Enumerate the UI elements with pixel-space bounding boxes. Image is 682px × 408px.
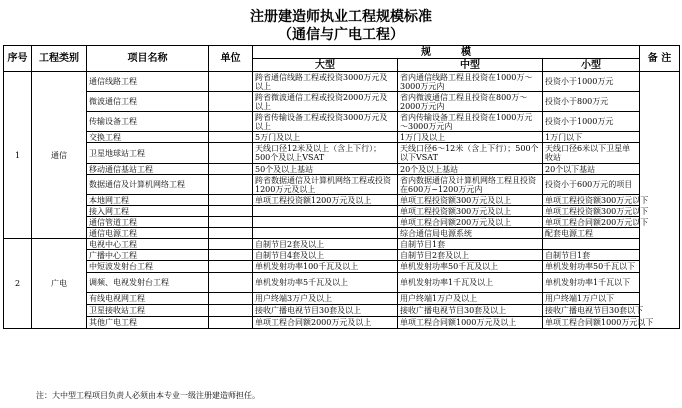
small-scale-cell: 投资小于600万元的项目 — [543, 175, 640, 195]
item-name: 中短波发射台工程 — [87, 261, 209, 273]
small-scale-cell: 用户终端1万户以下 — [543, 293, 640, 305]
unit-cell — [209, 206, 253, 217]
row-seq: 1 — [4, 72, 32, 239]
item-name: 广播中心工程 — [87, 250, 209, 261]
unit-cell — [209, 293, 253, 305]
small-scale-cell: 1万门以下 — [543, 132, 640, 143]
table-row — [4, 250, 680, 261]
unit-cell — [209, 273, 253, 293]
header-small: 小型 — [543, 59, 640, 72]
table-row — [4, 132, 680, 143]
table-row — [4, 112, 680, 132]
unit-cell — [209, 143, 253, 164]
medium-scale-cell: 单项工程合同额1000万元及以上 — [398, 317, 543, 329]
header-large: 大型 — [253, 59, 398, 72]
small-scale-cell: 单项工程合同额1000万元以下 — [543, 317, 640, 329]
item-name: 通信管道工程 — [87, 217, 209, 228]
large-scale-cell: 跨省传输设备工程或投资3000万元及以上 — [253, 112, 398, 132]
medium-scale-cell: 综合通信局电源系统 — [398, 228, 543, 239]
large-scale-cell: 接收广播电视节目30套及以上 — [253, 305, 398, 317]
large-scale-cell: 单项工程投资额1200万元及以上 — [253, 195, 398, 206]
small-scale-cell: 配套电源工程 — [543, 228, 640, 239]
item-name: 交换工程 — [87, 132, 209, 143]
small-scale-cell — [543, 239, 640, 250]
item-name: 本地网工程 — [87, 195, 209, 206]
table-row — [4, 175, 680, 195]
table-row — [4, 239, 680, 250]
small-scale-cell: 单项工程投资额300万元以下 — [543, 206, 640, 217]
medium-scale-cell: 省内通信线路工程且投资在1000万～3000万元内 — [398, 72, 543, 92]
medium-scale-cell: 省内微波通信工程且投资在800万～2000万元内 — [398, 92, 543, 112]
large-scale-cell — [253, 228, 398, 239]
unit-cell — [209, 175, 253, 195]
table-row — [4, 72, 680, 92]
item-name: 通信线路工程 — [87, 72, 209, 92]
item-name: 移动通信基站工程 — [87, 164, 209, 175]
table-row — [4, 92, 680, 112]
item-name: 数据通信及计算机网络工程 — [87, 175, 209, 195]
medium-scale-cell: 单项工程投资额300万元及以上 — [398, 195, 543, 206]
footnote: 注：大中型工程项目负责人必须由本专业一级注册建造师担任。 — [36, 391, 260, 400]
table-row — [4, 273, 680, 293]
table-row — [4, 305, 680, 317]
medium-scale-cell: 1万门及以上 — [398, 132, 543, 143]
unit-cell — [209, 92, 253, 112]
small-scale-cell: 接收广播电视节目30套以下 — [543, 305, 640, 317]
small-scale-cell: 自制节目1套 — [543, 250, 640, 261]
large-scale-cell: 跨省通信线路工程或投资3000万元及以上 — [253, 72, 398, 92]
item-name: 其他广电工程 — [87, 317, 209, 329]
medium-scale-cell: 自制节目1套 — [398, 239, 543, 250]
header-medium: 中型 — [398, 59, 543, 72]
header-unit: 单位 — [209, 46, 253, 72]
table-row — [4, 293, 680, 305]
unit-cell — [209, 250, 253, 261]
unit-cell — [209, 305, 253, 317]
table-row — [4, 317, 680, 329]
item-name: 传输设备工程 — [87, 112, 209, 132]
medium-scale-cell: 用户终端1万户及以上 — [398, 293, 543, 305]
small-scale-cell: 20个以下基站 — [543, 164, 640, 175]
item-name: 接入网工程 — [87, 206, 209, 217]
large-scale-cell: 跨省微波通信工程或投资2000万元及以上 — [253, 92, 398, 112]
item-name: 电视中心工程 — [87, 239, 209, 250]
unit-cell — [209, 317, 253, 329]
table-row — [4, 217, 680, 228]
unit-cell — [209, 132, 253, 143]
row-category: 广电 — [32, 239, 87, 329]
unit-cell — [209, 72, 253, 92]
item-name: 卫星接收站工程 — [87, 305, 209, 317]
unit-cell — [209, 228, 253, 239]
small-scale-cell: 投资小于1000万元 — [543, 72, 640, 92]
table-row — [4, 206, 680, 217]
large-scale-cell — [253, 206, 398, 217]
item-name: 卫星地球站工程 — [87, 143, 209, 164]
unit-cell — [209, 112, 253, 132]
header-remark: 备 注 — [640, 46, 680, 72]
small-scale-cell: 投资小于800万元 — [543, 92, 640, 112]
unit-cell — [209, 217, 253, 228]
large-scale-cell: 单机发射功率100千瓦及以上 — [253, 261, 398, 273]
header-item: 项目名称 — [87, 46, 209, 72]
page-title: 注册建造师执业工程规模标准 — [250, 9, 432, 25]
medium-scale-cell: 天线口径6～12米（含上下行）；500个以下VSAT — [398, 143, 543, 164]
table-body — [4, 72, 680, 329]
item-name: 调频、电视发射台工程 — [87, 273, 209, 293]
small-scale-cell: 单项工程合同额200万元以下 — [543, 217, 640, 228]
table-row — [4, 195, 680, 206]
item-name: 有线电视网工程 — [87, 293, 209, 305]
row-category: 通信 — [32, 72, 87, 239]
small-scale-cell: 单机发射功率50千瓦以下 — [543, 261, 640, 273]
row-seq: 2 — [4, 239, 32, 329]
large-scale-cell: 单机发射功率5千瓦及以上 — [253, 273, 398, 293]
header-seq: 序号 — [4, 46, 32, 72]
large-scale-cell: 自制节目4套及以上 — [253, 250, 398, 261]
large-scale-cell: 自制节目2套及以上 — [253, 239, 398, 250]
item-name: 通信电源工程 — [87, 228, 209, 239]
header-category: 工程类别 — [32, 46, 87, 72]
medium-scale-cell: 自制节目2套及以上 — [398, 250, 543, 261]
large-scale-cell: 50个及以上基站 — [253, 164, 398, 175]
item-name: 微波通信工程 — [87, 92, 209, 112]
unit-cell — [209, 164, 253, 175]
table-row — [4, 164, 680, 175]
header-scale: 规 模 — [253, 46, 640, 59]
unit-cell — [209, 195, 253, 206]
large-scale-cell: 单项工程合同额2000万元及以上 — [253, 317, 398, 329]
medium-scale-cell: 省内传输设备工程且投资在1000万元～3000万元内 — [398, 112, 543, 132]
medium-scale-cell: 接收广播电视节目30套及以上 — [398, 305, 543, 317]
small-scale-cell: 单机发射功率1千瓦以下 — [543, 273, 640, 293]
large-scale-cell: 5万门及以上 — [253, 132, 398, 143]
small-scale-cell: 投资小于1000万元 — [543, 112, 640, 132]
medium-scale-cell: 单机发射功率1千瓦及以上 — [398, 273, 543, 293]
table-row — [4, 261, 680, 273]
unit-cell — [209, 261, 253, 273]
large-scale-cell — [253, 217, 398, 228]
scale-standard-table — [3, 45, 680, 329]
large-scale-cell: 天线口径12米及以上（含上下行）；500个及以上VSAT — [253, 143, 398, 164]
medium-scale-cell: 20个及以上基站 — [398, 164, 543, 175]
large-scale-cell: 用户终端3万户及以上 — [253, 293, 398, 305]
table-row — [4, 228, 680, 239]
small-scale-cell: 天线口径6米以下卫星单收站 — [543, 143, 640, 164]
large-scale-cell: 跨省数据通信及计算机网络工程或投资1200万元及以上 — [253, 175, 398, 195]
unit-cell — [209, 239, 253, 250]
page-subtitle: （通信与广电工程） — [278, 27, 404, 43]
table-row — [4, 143, 680, 164]
medium-scale-cell: 省内数据通信及计算机网络工程且投资在600万~1200万元内 — [398, 175, 543, 195]
medium-scale-cell: 单机发射功率50千瓦及以上 — [398, 261, 543, 273]
medium-scale-cell: 单项工程合同额200万元及以上 — [398, 217, 543, 228]
small-scale-cell: 单项工程投资额300万元以下 — [543, 195, 640, 206]
medium-scale-cell: 单项工程投资额300万元及以上 — [398, 206, 543, 217]
